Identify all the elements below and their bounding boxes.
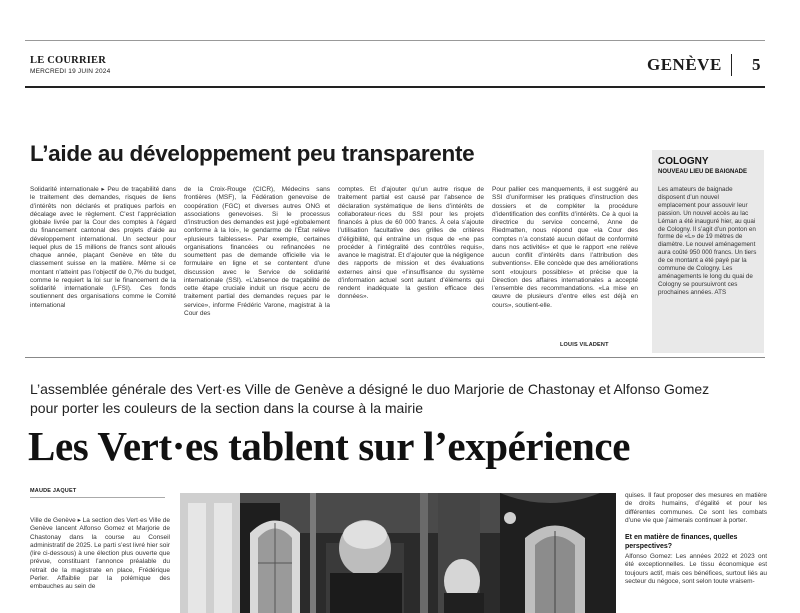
section-divider	[25, 357, 765, 358]
article1-author: LOUIS VILADENT	[560, 342, 609, 348]
brief-body: Les amateurs de baignade disposent d’un nouvel emplacement pour assouvir leur passion. Un nouvel accès au lac Léman a été inauguré hier, au quai de Cologny. Il s’agit d’un ponton en forme de «L» de 19 mètres de diamètre. Le nouvel aménagement aura coûté 950 000 francs. Un tiers de ce montant a été payé par la commune de Cologny. Les aménagements le long du quai de Cologny se poursuivront ces prochaines années. ATS	[658, 186, 757, 296]
brief-subtitle: NOUVEAU LIEU DE BAIGNADE	[658, 169, 748, 175]
publication-name: LE COURRIER	[30, 55, 107, 66]
article1-col4-text: Pour pallier ces manquements, il est suggéré au SSI d’uniformiser les pratiques d’instruction des dossiers et de compléter la procédure d’identification des conflits d’intérêts. Ce à quoi la directrice du service concerné, Anne de Riedmatten, nous répond que «la Cour des comptes n’a constaté aucun défaut de conformité dans nos activités» et que le rapport «ne relève aucun conflit d’intérêts dans l’attribution des subventions». Elle concède que des améliorations sont «toujours possibles» et précise que la Direction des affaires internationales a accepté l’ensemble des recommandations. «La mise en œuvre de plusieurs d’entre elles est déjà en cours», soutient-elle.	[492, 186, 638, 309]
article2-col1-text: Ville de Genève ▸ La section des Vert·es Ville de Genève lancent Alfonso Gomez et Marjorie de Chastonay dans la course au Conseil administratif de 2025. Le parti s’est livré hier soir (lire ci-dessous) à une élection plus ouverte que prévue, constituant l’annonce préalable du retrait de la magistrate en place, Frédérique Perler. Affaiblie par la polémique des embauches au sein de	[30, 517, 170, 590]
article1-column-2	[184, 186, 330, 350]
publication-date: MERCREDI 19 JUIN 2024	[30, 68, 111, 75]
article2-headline: Les Vert·es tablent sur l’expérience	[28, 423, 631, 469]
article1-column-3	[338, 186, 484, 350]
article1-col2-text: de la Croix-Rouge (CICR), Médecins sans frontières (MSF), la Fédération genevoise de coopération (FGC) et diverses autres ONG et associations genevoises. Si le processus d’instruction des demandes est jugé «globalement conforme à la loi», le gendarme de l’État relève «plusieurs faiblesses». Par exemple, certaines organisations financées ou refinancées ne soumettent pas de demande officielle via le formulaire en ligne et se contentent d’une discussion avec le Service de solidarité internationale (SSI). «L’absence de traçabilité de cette étape cruciale induit un risque accru de traitement partial des demandes reçues par le service», informe Frédéric Varone, magistrat à la Cour des	[184, 186, 330, 317]
article1-col1-text: Solidarité internationale ▸ Peu de traçabilité dans le traitement des demandes, risques de liens d’intérêts non déclarés et pratiques parfois en décalage avec le règlement. C’est l’appréciation globale livrée par la Cour des comptes à l’égard du financement cantonal des projets d’aide au développement international. Un secteur pour lequel plus de 15 millions de francs sont alloués chaque année, plaçant Genève en tête du classement suisse en la matière. Même si ce montant n’atteint pas l’objectif de 0,7% du budget, comme le requiert la loi sur le financement de la solidarité internationale (LFSI). Ces fonds soutiennent des organisations comme le Comité international	[30, 186, 176, 309]
article1-column-1	[30, 186, 176, 350]
article2-byline: MAUDE JAQUET	[30, 488, 77, 494]
article2-column-1	[30, 517, 170, 613]
header-rule	[25, 86, 765, 88]
top-hairline	[25, 40, 765, 41]
article2-col3-text: quises. Il faut proposer des mesures en matière de droits humains, d’égalité et pour les différentes communes. Ce sont les combats d’une vie que j’aimerais continuer à porter.	[625, 492, 767, 524]
article2-lead: L’assemblée générale des Vert·es Ville de Genève a désigné le duo Marjorie de Chastonay et Alfonso Gomez pour porter les couleurs de la section dans la course à la mairie	[30, 381, 710, 416]
article2-col3b-text: Alfonso Gomez: Les années 2022 et 2023 ont été exceptionnelles. Le tissu économique est toujours actif, mais ces bénéfices, surtout liés au secteur du négoce, sont selon toute vraisem-	[625, 553, 767, 585]
article2-photo	[180, 493, 616, 613]
article2-column-3	[625, 492, 767, 528]
photo-illustration	[180, 493, 616, 613]
article1-column-4	[492, 186, 638, 342]
brief-title: COLOGNY	[658, 156, 709, 167]
header-divider	[731, 54, 732, 76]
article1-col3-text: comptes. Et d’ajouter qu’un autre risque de traitement partial est causé par l’absence de déclaration systématique de liens d’intérêts de collaborateur·rices du SSI pour les projets financés à plus de 60 000 francs. À cela s’ajoute l’utilisation facultative des grilles de critères d’éligibilité, qui entraîne un risque de «ne pas procéder à l’intégralité des contrôles requis», avance le magistrat. Et d’ajouter que la négligence des rapports de mission et des évaluations externes ainsi que «l’insuffisance du système d’information actuel sont autant d’éléments qui rendent inadéquate la gestion efficace des données».	[338, 186, 484, 301]
page-number: 5	[752, 55, 761, 74]
article2-column-3b	[625, 553, 767, 613]
byline-rule	[30, 497, 165, 498]
section-title: GENÈVE	[647, 55, 722, 74]
article1-headline: L’aide au développement peu transparente	[30, 141, 475, 166]
brief-box	[652, 150, 764, 353]
article2-question: Et en matière de finances, quelles perspectives?	[625, 534, 738, 550]
